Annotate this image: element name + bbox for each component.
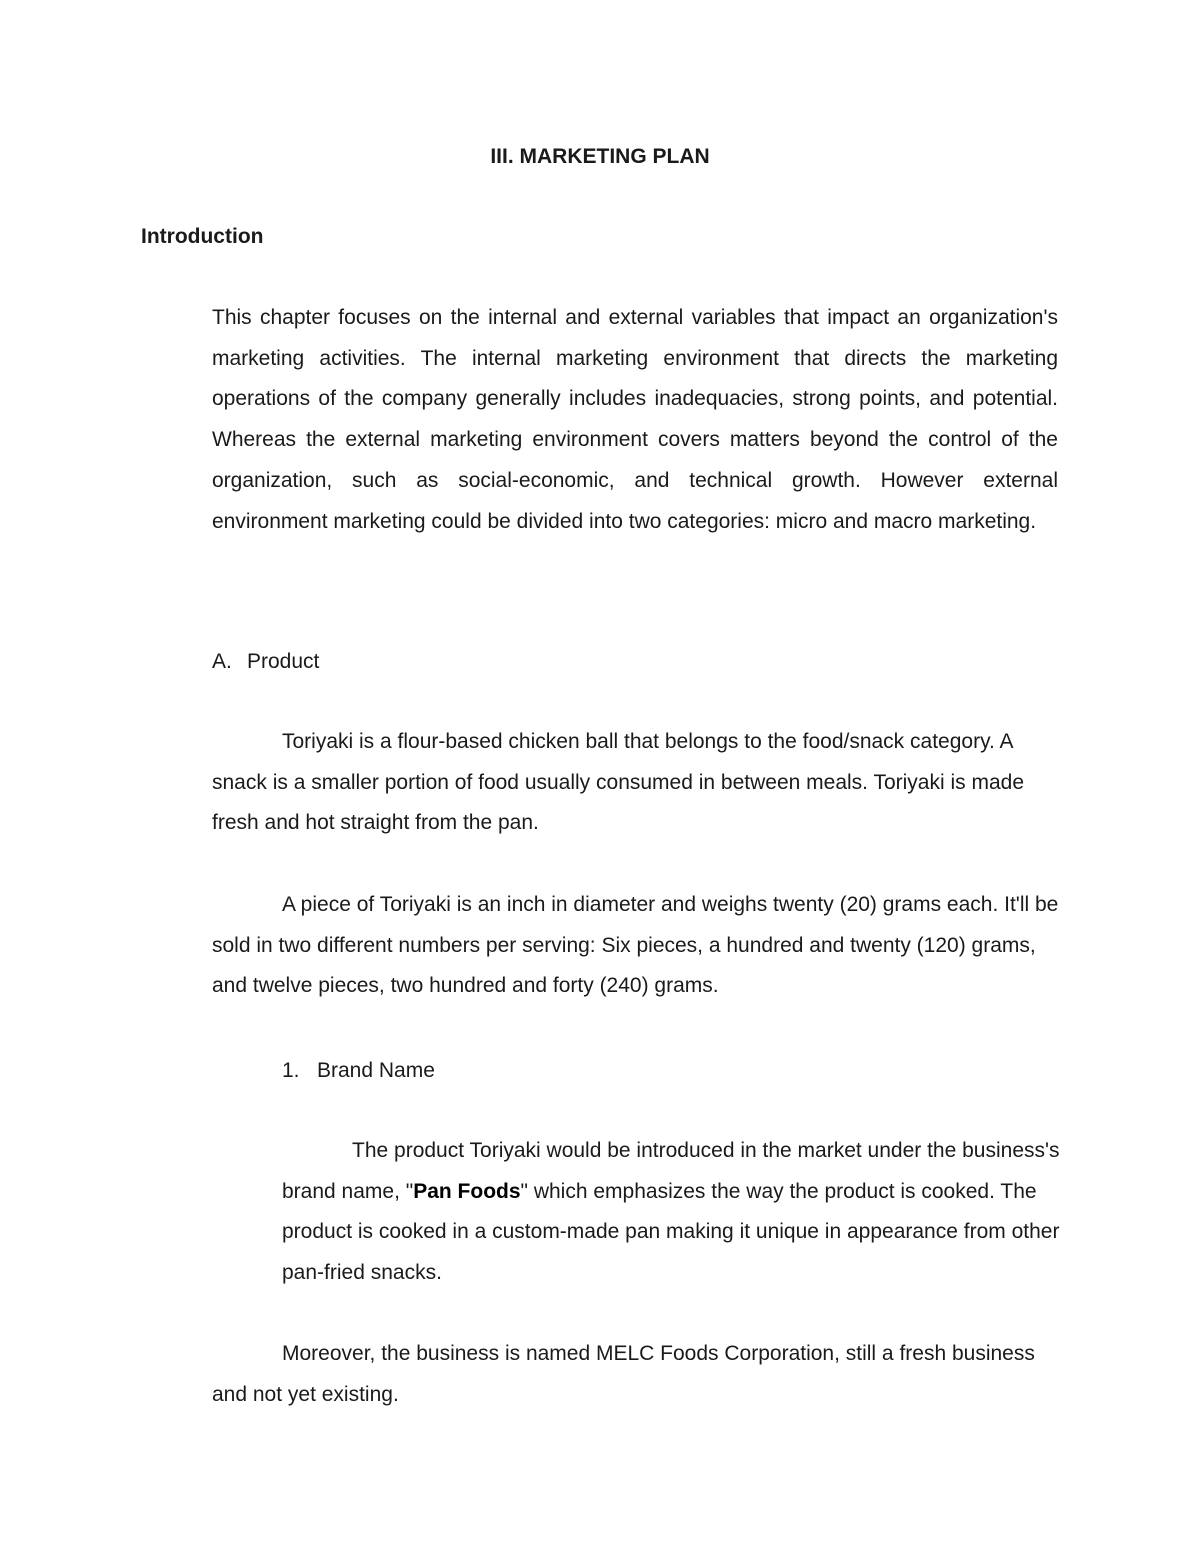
- subsection-1-heading: [282, 1057, 435, 1085]
- page-title: III. MARKETING PLAN: [490, 145, 710, 168]
- subsection-1-label: Brand Name: [317, 1059, 435, 1082]
- section-a-letter: A.: [212, 650, 232, 673]
- product-paragraph-2: [212, 885, 1062, 1007]
- introduction-paragraph: This chapter focuses on the internal and external variables that impact an organization's marketing activities. The internal marketing environment that directs the marketing operations of the company generally includes inadequacies, strong points, and potential. Whereas the external marketing environment covers matters beyond the control of the organization, such as social-economic, and technical growth. However external environment marketing could be divided into two categories: micro and macro marketing.: [212, 306, 1058, 533]
- product-paragraph-1-text: Toriyaki is a flour-based chicken ball that belongs to the food/snack category. A snack is a smaller portion of food usually consumed in between meals. Toriyaki is made fresh and hot straight from the pan.: [212, 730, 1025, 835]
- section-a-label: Product: [247, 650, 320, 673]
- brand-name-paragraph: [282, 1131, 1062, 1294]
- introduction-heading: Introduction: [141, 225, 264, 248]
- product-paragraph-1: [212, 722, 1032, 844]
- brand-paragraph-after: " which emphasizes the way the product is cooked. The product is cooked in a custom-made pan making it unique in appearance from other pan-fried snacks.: [282, 1179, 1060, 1285]
- product-paragraph-2-text: A piece of Toriyaki is an inch in diameter and weighs twenty (20) grams each. It'll be sold in two different numbers per serving: Six pieces, a hundred and twenty (120) grams, and twelve pieces, two hundred and forty (240) grams.: [212, 893, 1059, 998]
- section-a-heading: [212, 648, 319, 676]
- brand-name-emphasis: Pan Foods: [413, 1179, 521, 1203]
- moreover-paragraph-text: Moreover, the business is named MELC Foods Corporation, still a fresh business and not yet existing.: [212, 1342, 1035, 1406]
- brand-paragraph-before: The product Toriyaki would be introduced in the market under the business's brand name, ": [282, 1139, 1060, 1203]
- moreover-paragraph: [212, 1334, 1042, 1415]
- subsection-1-number: 1.: [282, 1059, 300, 1082]
